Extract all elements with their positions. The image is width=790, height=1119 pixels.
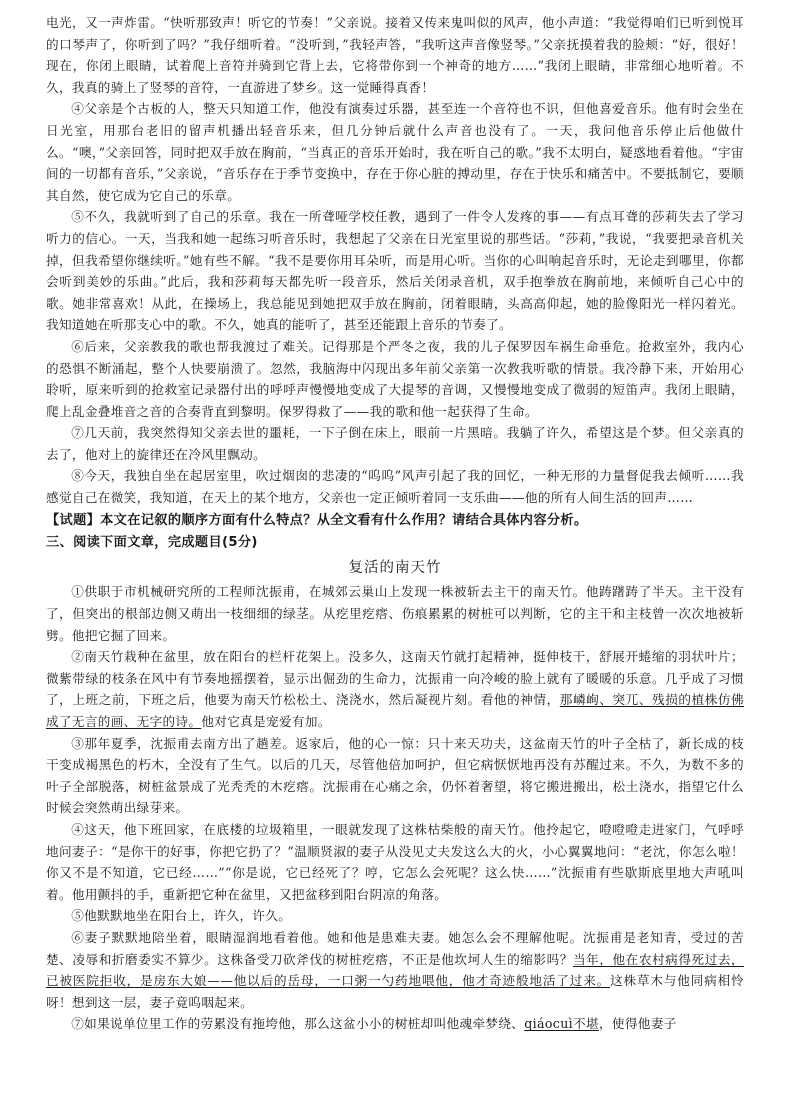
paragraph-7-text-a: ⑦如果说单位里工作的劳累没有拖垮他，那么这盆小小的树桩却叫他魂牵梦绕、 bbox=[71, 1016, 525, 1032]
story-paragraph-cont: 电光，又一声炸雷。“快听那致声！听它的节奏！”父亲说。接着又传来鬼叫似的风声，他小声道：“我觉得咱们已听到悦耳的口琴声了，你听到了吗？”我仔细听着。“没听到，”我轻声答，“我听这声音像竖琴。”父亲抚摸着我的脸颊：“好，很好！现在，你闭上眼睛，试着爬上音符并骑到它背上去，它将带你到一个神奇的地方……”我闭上眼睛，非常细心地听着。不久，我真的骑上了竖琴的音符，一直游进了梦乡。这一觉睡得真香！ bbox=[46, 15, 744, 95]
underlined-sentence-1: 那嶙峋、突兀、残损的植株仿佛成了无言的画、无字的诗。 bbox=[46, 692, 745, 729]
article-paragraph-4: ④这天，他下班回家，在底楼的垃圾箱里，一眼就发现了这株枯柴般的南天竹。他拎起它，噔噔噔走进家门，气呼呼地问妻子：“是你干的好事，你把它扔了？”温顺贤淑的妻子从没见丈夫发这么大的火，小心翼翼地问：“老沈，你怎么啦！你又不是不知道，它已经……”“你是说，它已经死了？哼，它怎么会死呢？这么快……”沈振甫有些歇斯底里地大声吼叫着。他用颤抖的手，重新把它种在盆里，又把盆移到阳台阴凉的角落。 bbox=[46, 821, 744, 902]
question-prompt: 【试题】本文在记叙的顺序方面有什么特点？从全文看有什么作用？请结合具体内容分析。 bbox=[46, 512, 588, 528]
story-paragraph-4: ④父亲是个古板的人，整天只知道工作，他没有演奏过乐器，甚至连一个音符也不识，但他喜爱音乐。他有时会坐在日光室，用那台老旧的留声机播出轻音乐来，但几分钟后就什么声音也没有了。一天，我问他音乐停止后他做什么。“噢，”父亲回答，同时把双手放在胸前，“当真正的音乐开始时，我在听自己的歌。”我不太明白，疑惑地看着他。“宇宙间的一切都有音乐，”父亲说，“音乐存在于季节变换中，存在于你心脏的搏动里，存在于快乐和痛苦中。不要抵制它，要顺其自然，使它成为它自己的乐章。 bbox=[46, 101, 744, 203]
paragraph-2-text-b: 他对它真是宠爱有加。 bbox=[201, 714, 331, 729]
story-paragraph-6: ⑥后来，父亲教我的歌也帮我渡过了难关。记得那是个严冬之夜，我的儿子保罗因车祸生命垂危。抢救室外，我内心的恐惧不断涌起，整个人快要崩溃了。忽然，我脑海中闪现出多年前父亲第一次教我听歌的情景。我冷静下来，开始用心聆听，原来听到的抢救室记录器付出的呼呼声慢慢地变成了大提琴的音调，又慢慢地变成了微弱的短笛声。我闭上眼睛，爬上乱金叠堆音之音的合奏背直到黎明。保罗得救了——我的歌和他一起获得了生命。 bbox=[46, 338, 744, 419]
paragraph-2-text-a: ②南天竹栽种在盆里，放在阳台的栏杆花架上。没多久，这南天竹就打起精神，挺伸枝干，舒展开蜷缩的羽状叶片；微紫带绿的枝条在风中有节奏地摇摆着，显示出倔劲的生命力，沈振甫一向冷峻的脸上就有了暖暖的乐意。几乎成了习惯了，上班之前，下班之后，他要为南天竹松松土、浇浇水，然后凝视片刻。看他的神情， bbox=[46, 649, 744, 708]
pinyin-blank: qiáocuì不堪 bbox=[524, 1016, 599, 1032]
paragraph-6-text-b: 这株草木与他同病相怜呀！想到这一层，妻子竟呜咽起来。 bbox=[46, 973, 745, 1010]
article-paragraph-5: ⑤他默默地坐在阳台上，许久，许久。 bbox=[71, 908, 292, 924]
section-heading: 三、阅读下面文章，完成题目(5分) bbox=[46, 535, 258, 551]
article-paragraph-1: ①供职于市机械研究所的工程师沈振甫，在城郊云巢山上发现一株被斩去主干的南天竹。他踌躇踌了半天。主干没有了，但突出的根部边侧又萌出一枝细细的绿茎。从疙里疙瘩、伤痕累累的树桩可以判断，它的主干和主枝曾一次次地被斩劈。他把它掘了回来。 bbox=[46, 584, 744, 643]
article-paragraph-2 bbox=[46, 646, 744, 732]
paragraph-7-text-b: ，使得他妻子 bbox=[598, 1016, 677, 1032]
article-paragraph-6 bbox=[46, 927, 744, 1013]
article-paragraph-7 bbox=[46, 1013, 744, 1035]
article-paragraph-3: ③那年夏季，沈振甫去南方出了趟差。返家后，他的心一惊：只十来天功夫，这盆南天竹的叶子全枯了，新长成的枝干变成褐黑色的朽木，全没有了生气。以后的几天，尽管他倍加呵护，但它病恹恹地再没有苏醒过来。不久，为数不多的叶子全部脱落，树桩盆景成了光秃秃的木疙瘩。沈振甫在心痛之余，仍怀着奢望，将它搬进搬出，松土浇水，指望它什么时候会突然萌出绿芽来。 bbox=[46, 735, 744, 816]
story-paragraph-7: ⑦几天前，我突然得知父亲去世的噩耗，一下子倒在床上，眼前一片黑暗。我躺了许久，希望这是个梦。但父亲真的去了，他对上的旋律还在冷风里飘动。 bbox=[46, 425, 744, 462]
story-paragraph-8: ⑧今天，我独自坐在起居室里，吹过烟囱的悲凄的“呜呜”风声引起了我的回忆，一种无形的力量督促我去倾听……我感觉自己在微笑，我知道，在天上的某个地方，父亲也一定正倾听着同一支乐曲——他的所有人间生活的回声…… bbox=[46, 468, 744, 506]
paragraph-6-text-a: ⑥妻子默默地陪坐着，眼睛湿润地看着他。她和他是患难夫妻。她怎么会不理解他呢。沈振甫是老知青，受过的苦楚、凌辱和折磨委实不算少。这株备受刀砍斧伐的树桩疙瘩，不正是他坎坷人生的缩影吗？ bbox=[46, 929, 744, 967]
article-title: 复活的南天竹 bbox=[348, 559, 442, 576]
story-paragraph-5: ⑤不久，我就听到了自己的乐章。我在一所聋哑学校任教，遇到了一件令人发疼的事——有点耳聋的莎莉失去了学习听力的信心。一天，当我和她一起练习听音乐时，我想起了父亲在日光室里说的那些话。“莎莉，”我说，“我要把录音机关掉，但我希望你继续听。”她有些不解。“我不是要你用耳朵听，而是用心听。当你的心叫响起音乐时，无论走到哪里，你都会听到美妙的乐曲。”此后，我和莎莉每天都先听一段音乐，然后关闭录音机，双手抱拳放在胸前地，来倾听自己心中的歌。她非常喜欢！从此，在操场上，我总能见到她把双手放在胸前，闭着眼睛，头高高仰起，她的脸像阳光一样闪着光。我知道她在听那支心中的歌。不久，她真的能听了，甚至还能跟上音乐的节奏了。 bbox=[46, 209, 744, 333]
underlined-sentence-2: 当年，他在农村病得死过去，已被医院拒收，是房东大娘——他以后的岳母，一口粥一勺药地喂他，他才奇迹般地活了过来。 bbox=[46, 951, 744, 989]
